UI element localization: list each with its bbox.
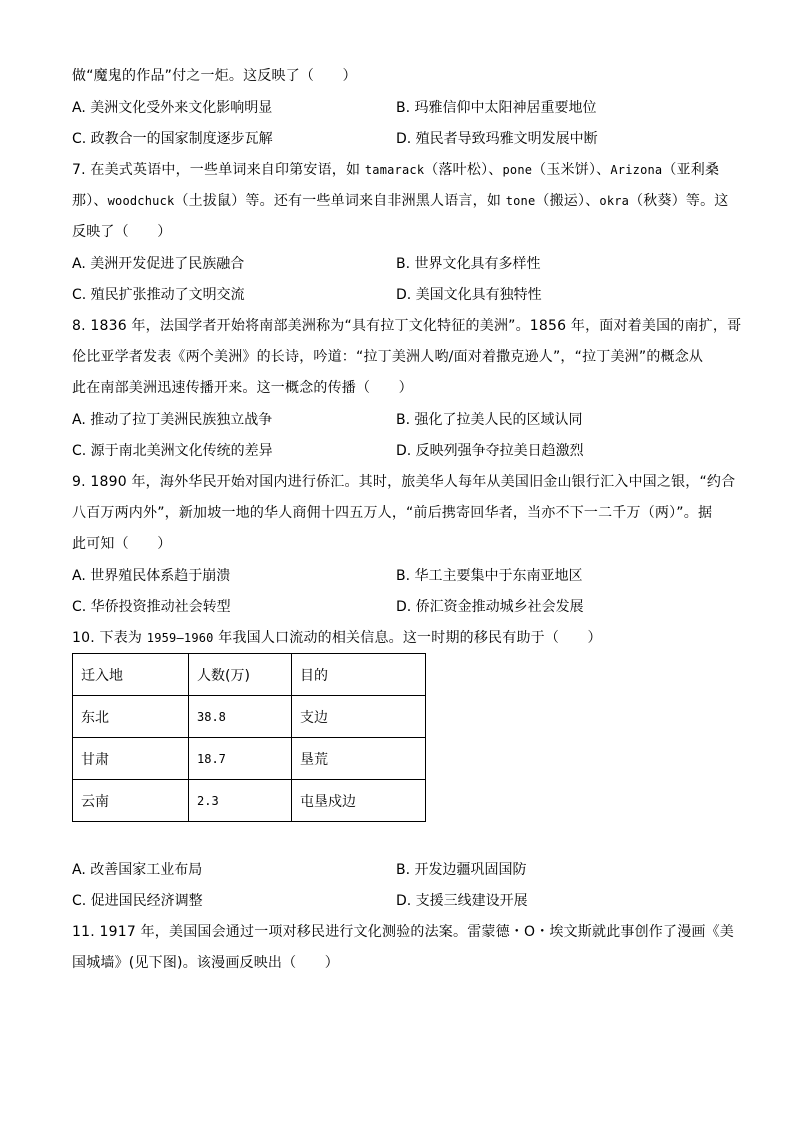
table-cell: 2.3 xyxy=(189,780,292,822)
q10-text: 年我国人口流动的相关信息。这一时期的移民有助于（ ） xyxy=(213,630,602,646)
table-row xyxy=(73,780,426,822)
q6-stem: 做“魔鬼的作品”付之一炬。这反映了（ ） xyxy=(72,68,357,84)
table-cell: 屯垦戍边 xyxy=(292,780,426,822)
q9-stem-line-1: 9. 1890 年，海外华民开始对国内进行侨汇。其时，旅美华人每年从美国旧金山银行汇入中国之银，“约合 xyxy=(72,474,736,490)
migration-table xyxy=(72,653,426,822)
q7-option-d: D. 美国文化具有独特性 xyxy=(396,287,542,303)
q6-option-a: A. 美洲文化受外来文化影响明显 xyxy=(72,100,273,116)
q8-option-c: C. 源于南北美洲文化传统的差异 xyxy=(72,443,273,459)
q7-text: （落叶松）、 xyxy=(424,162,503,178)
q10-years: 1959—1960 xyxy=(146,631,214,645)
q7-word: woodchuck xyxy=(107,194,175,208)
q7-text: 7. 在美式英语中，一些单词来自印第安语，如 xyxy=(72,162,365,178)
q9-option-c: C. 华侨投资推动社会转型 xyxy=(72,599,231,615)
q8-option-d: D. 反映列强争夺拉美日趋激烈 xyxy=(396,443,584,459)
q11-stem-line-2: 国城墙》(见下图)。该漫画反映出（ ） xyxy=(72,955,339,971)
q10-option-d: D. 支援三线建设开展 xyxy=(396,893,528,909)
q8-stem-line-2: 伦比亚学者发表《两个美洲》的长诗，吟道：“拉丁美洲人哟/面对着撒克逊人”，“拉丁美洲”的概念从 xyxy=(72,349,704,365)
q7-stem-line-2 xyxy=(72,191,729,211)
q10-option-b: B. 开发边疆巩固国防 xyxy=(396,862,527,878)
table-header-cell: 目的 xyxy=(292,654,426,696)
q7-word: tone xyxy=(505,194,536,208)
q6-option-b: B. 玛雅信仰中太阳神居重要地位 xyxy=(396,100,597,116)
q9-option-b: B. 华工主要集中于东南亚地区 xyxy=(396,568,583,584)
q10-stem xyxy=(72,628,722,648)
q8-stem-line-1: 8. 1836 年，法国学者开始将南部美洲称为“具有拉丁文化特征的美洲”。1856 年，面对着美国的南扩，哥 xyxy=(72,318,742,334)
q10-option-a: A. 改善国家工业布局 xyxy=(72,862,203,878)
q7-word: pone xyxy=(502,163,533,177)
q7-word: okra xyxy=(599,194,630,208)
q7-text: （土拔鼠）等。还有一些单词来自非洲黑人语言，如 xyxy=(174,193,506,209)
q7-text: （秋葵）等。这 xyxy=(629,193,729,209)
table-header-row xyxy=(73,654,426,696)
table-row xyxy=(73,696,426,738)
table-cell: 18.7 xyxy=(189,738,292,780)
q8-option-b: B. 强化了拉美人民的区域认同 xyxy=(396,412,583,428)
table-cell: 支边 xyxy=(292,696,426,738)
table-header-cell: 迁入地 xyxy=(73,654,189,696)
q6-option-c: C. 政教合一的国家制度逐步瓦解 xyxy=(72,131,273,147)
q7-option-a: A. 美洲开发促进了民族融合 xyxy=(72,256,245,272)
q9-stem-line-2: 八百万两内外”，新加坡一地的华人商佣十四五万人，“前后携寄回华者，当亦不下一二千万（两）”。据 xyxy=(72,505,713,521)
q7-text: （玉米饼）、 xyxy=(532,162,611,178)
q6-option-d: D. 殖民者导致玛雅文明发展中断 xyxy=(396,131,598,147)
q9-option-a: A. 世界殖民体系趋于崩溃 xyxy=(72,568,231,584)
table-header-cell: 人数(万) xyxy=(189,654,292,696)
q10-option-c: C. 促进国民经济调整 xyxy=(72,893,203,909)
table-cell: 垦荒 xyxy=(292,738,426,780)
q7-text: （亚利桑 xyxy=(662,162,720,178)
q7-text: 那）、 xyxy=(72,193,108,209)
q7-word: tamarack xyxy=(364,163,425,177)
table-row xyxy=(73,738,426,780)
table-cell: 甘肃 xyxy=(73,738,189,780)
q11-stem-line-1: 11. 1917 年，美国国会通过一项对移民进行文化测验的法案。雷蒙德・O・埃文斯就此事创作了漫画《美 xyxy=(72,924,735,940)
q7-stem-line-3: 反映了（ ） xyxy=(72,224,172,240)
q7-text: （搬运）、 xyxy=(535,193,600,209)
table-cell: 38.8 xyxy=(189,696,292,738)
q7-option-c: C. 殖民扩张推动了文明交流 xyxy=(72,287,245,303)
q7-word: Arizona xyxy=(610,163,663,177)
q9-option-d: D. 侨汇资金推动城乡社会发展 xyxy=(396,599,584,615)
table-cell: 东北 xyxy=(73,696,189,738)
q7-option-b: B. 世界文化具有多样性 xyxy=(396,256,541,272)
q8-stem-line-3: 此在南部美洲迅速传播开来。这一概念的传播（ ） xyxy=(72,380,413,396)
table-cell: 云南 xyxy=(73,780,189,822)
q9-stem-line-3: 此可知（ ） xyxy=(72,536,172,552)
q8-option-a: A. 推动了拉丁美洲民族独立战争 xyxy=(72,412,273,428)
q7-stem-line-1 xyxy=(72,160,722,180)
q10-text: 10. 下表为 xyxy=(72,630,147,646)
